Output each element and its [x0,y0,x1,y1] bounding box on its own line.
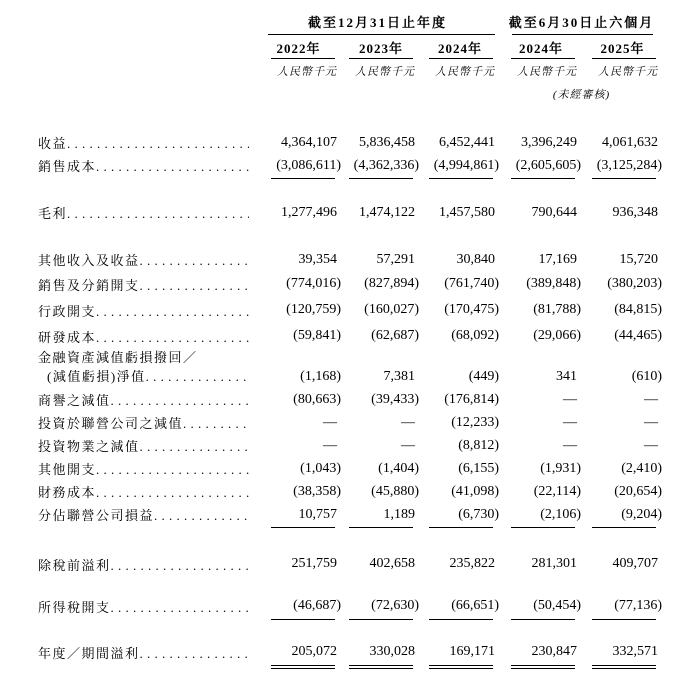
value-cell: (176,814) [444,391,500,407]
value-cell [582,411,663,434]
table-row [36,411,663,434]
nil-dash: — [323,414,337,430]
value-cell: (59,841) [293,328,341,343]
row-label [36,248,255,271]
value-cell: (1,043) [300,460,341,476]
group-underline [512,34,653,35]
row-label [36,411,255,434]
underline-row [36,526,663,534]
value-cell: (6,155) [458,460,500,476]
dot-leader [140,278,249,294]
subtotal-rule [592,619,656,620]
value-cell: 205,072 [291,644,337,659]
row-label-text: 銷售及分銷開支 [38,277,140,293]
value-cell: 341 [556,369,578,384]
value-cell: (45,880) [371,483,419,499]
value-cell: 332,571 [612,644,659,659]
table-row [36,323,663,349]
row-label-text: 投資於聯營公司之減值 [38,416,184,431]
value-cell: 39,354 [298,251,337,267]
subtotal-rule [511,619,575,620]
currency-unit-row [36,59,663,83]
value-cell: (160,027) [364,302,419,317]
value-cell: 1,189 [383,506,415,522]
value-cell: (77,136) [614,598,663,613]
value-cell: (20,654) [614,483,663,499]
value-cell: (6,730) [458,506,500,522]
value-cell [500,434,582,457]
value-cell [342,434,420,457]
dot-leader [111,600,249,616]
value-cell: (29,066) [533,328,582,343]
value-cell: 4,364,107 [281,134,337,150]
value-cell: (380,203) [607,276,663,291]
currency-unit: 人民幣千元 [435,66,496,78]
row-label [36,640,255,664]
row-label-text: 除稅前溢利 [38,557,111,573]
value-cell: 402,658 [369,556,415,571]
section-gap [36,576,663,594]
row-label [36,480,255,503]
row-label-text: (減值虧損)淨值 [47,369,146,384]
year-header-row [36,36,663,59]
value-cell: (9,204) [621,506,663,522]
subtotal-rule [429,178,493,179]
value-cell: (38,358) [293,483,341,499]
row-label [36,388,255,411]
value-cell: (4,362,336) [353,157,419,173]
total-double-rule [511,665,575,669]
table-row [36,457,663,480]
value-cell [342,411,420,434]
value-cell: (50,454) [533,598,582,613]
currency-unit: 人民幣千元 [277,66,337,78]
table-row [36,552,663,576]
row-label-text: 分佔聯營公司損益 [38,508,155,523]
currency-unit: 人民幣千元 [355,66,415,78]
currency-unit: 人民幣千元 [598,66,659,78]
table-row [36,201,663,224]
value-cell: (39,433) [371,391,419,407]
period-group-annual-cell [255,12,500,36]
row-label-text: 年度／期間溢利 [38,645,140,661]
value-cell: 15,720 [619,251,659,267]
value-cell: (80,663) [293,391,341,407]
nil-dash: — [563,437,578,453]
dot-leader [96,159,249,175]
value-cell: (72,630) [371,598,419,613]
unaudited-note: (未經審核) [552,89,611,101]
dot-leader [140,253,249,269]
subtotal-rule [592,178,656,179]
row-label-text: 研發成本 [38,329,97,345]
row-label-text: 行政開支 [38,303,97,319]
row-label [36,297,255,323]
row-label-text: 商譽之減值 [38,393,111,408]
section-gap [36,224,663,248]
dot-leader [96,485,249,501]
underline-row [36,618,663,626]
value-cell: (66,651) [451,598,500,613]
value-cell: 1,277,496 [281,204,337,220]
subtotal-rule [349,527,413,528]
value-cell: (3,086,611) [276,157,341,173]
value-cell: (170,475) [444,302,500,317]
value-cell: 281,301 [531,556,578,571]
value-cell: (46,687) [293,598,341,613]
dot-leader [67,206,249,222]
section-gap [36,103,663,131]
income-statement-table [36,12,663,672]
subtotal-rule [271,619,335,620]
table-row [36,434,663,457]
dot-leader [96,330,249,346]
value-cell: (774,016) [286,276,341,291]
dot-leader [67,136,249,152]
value-cell [582,388,663,411]
group-underline [268,34,495,35]
row-label-line1: 金融資產減值虧損撥回／ [38,350,198,365]
table-row [36,480,663,503]
value-cell [582,434,663,457]
table-row [36,248,663,271]
value-cell: 235,822 [449,556,496,571]
subtotal-rule [511,527,575,528]
subtotal-rule [349,619,413,620]
nil-dash: — [563,391,578,407]
value-cell: 330,028 [369,644,415,659]
value-cell: 790,644 [531,204,578,220]
row-label [36,457,255,480]
year-column-header: 2024年 [500,36,582,59]
value-cell: (2,410) [621,460,663,476]
period-group-annual-title: 截至12月31日止年度 [308,15,448,30]
value-cell: 17,169 [538,251,578,267]
value-cell: (22,114) [533,483,582,499]
dot-leader [111,393,249,409]
section-gap [36,534,663,552]
value-cell: 251,759 [291,556,337,571]
label-column-header [36,12,255,36]
nil-dash: — [644,391,659,407]
value-cell: 6,452,441 [439,134,496,150]
row-label [36,154,255,177]
dot-leader [154,508,249,524]
currency-unit: 人民幣千元 [517,66,578,78]
underline-row [36,664,663,672]
dot-leader [140,439,249,455]
year-column-header: 2024年 [420,36,500,59]
section-gap [36,185,663,201]
row-label [36,594,255,618]
total-double-rule [349,665,413,669]
subtotal-rule [271,527,335,528]
year-column-header: 2023年 [342,36,420,59]
value-cell: (81,788) [533,302,582,317]
subtotal-rule [271,178,335,179]
value-cell: 30,840 [456,251,496,267]
dot-leader [96,304,249,320]
row-label-text: 銷售成本 [38,159,97,174]
row-label [36,434,255,457]
row-label-text: 毛利 [38,206,68,221]
group-header-row [36,12,663,36]
nil-dash: — [401,437,415,453]
subtotal-rule [429,527,493,528]
total-double-rule [271,665,335,669]
value-cell [500,388,582,411]
dot-leader [111,558,249,574]
dot-leader [146,369,249,385]
subtotal-rule [349,178,413,179]
row-label [36,271,255,297]
table-row [36,297,663,323]
row-label-text: 收益 [38,136,68,151]
row-label-text: 投資物業之減值 [38,439,140,454]
period-group-interim-title: 截至6月30日止六個月 [508,15,655,30]
value-cell: 57,291 [376,251,415,267]
subtotal-rule [429,619,493,620]
table-row [36,503,663,526]
financial-statements-page [0,12,700,692]
value-cell: (389,848) [526,276,582,291]
value-cell: (12,233) [451,414,500,430]
value-cell: (610) [631,369,663,384]
value-cell: 3,396,249 [521,134,578,150]
dot-leader [96,462,249,478]
table-row [36,271,663,297]
nil-dash: — [644,414,659,430]
value-cell: (2,605,605) [515,157,582,173]
table-row [36,594,663,618]
value-cell: (44,465) [614,328,663,343]
table-row [36,640,663,664]
value-cell: (41,098) [451,483,500,499]
row-label [36,201,255,224]
value-cell: 1,457,580 [439,204,496,220]
value-cell: (8,812) [458,437,500,453]
nil-dash: — [563,414,578,430]
value-cell: (827,894) [364,276,419,291]
value-cell: (2,106) [540,506,582,522]
table-row [36,154,663,177]
dot-leader [183,416,249,432]
value-cell: 10,757 [298,506,337,522]
value-cell: (84,815) [614,302,663,317]
row-label [36,349,255,388]
value-cell: 169,171 [449,644,496,659]
year-column-header: 2022年 [255,36,342,59]
value-cell: 5,836,458 [359,134,415,150]
value-cell: (1,931) [540,460,582,476]
row-label-text: 財務成本 [38,485,97,500]
dot-leader [140,646,249,662]
value-cell: 4,061,632 [602,134,659,150]
value-cell: (68,092) [451,328,500,343]
nil-dash: — [644,437,659,453]
value-cell [255,411,342,434]
underline-row [36,177,663,185]
value-cell: 1,474,122 [359,204,415,220]
row-label [36,323,255,349]
row-label [36,552,255,576]
row-label [36,131,255,154]
value-cell: (120,759) [286,302,341,317]
value-cell: (761,740) [444,276,500,291]
value-cell: (449) [468,369,500,384]
value-cell: (3,125,284) [596,157,663,173]
subtotal-rule [511,178,575,179]
row-label-text: 其他開支 [38,462,97,477]
subtotal-rule [592,527,656,528]
value-cell: (62,687) [371,328,419,343]
table-row [36,131,663,154]
value-cell: 936,348 [612,204,659,220]
unaudited-note-row [36,83,663,103]
value-cell [500,411,582,434]
table-row [36,349,663,388]
value-cell [255,434,342,457]
row-label [36,503,255,526]
value-cell: 7,381 [383,369,415,384]
nil-dash: — [323,437,337,453]
year-column-header: 2025年 [582,36,663,59]
value-cell: 230,847 [531,644,578,659]
table-row [36,388,663,411]
row-label-text: 其他收入及收益 [38,253,140,268]
value-cell: 409,707 [612,556,659,571]
value-cell: (1,168) [300,369,341,384]
total-double-rule [592,665,656,669]
value-cell: (4,994,861) [433,157,500,173]
period-group-interim-cell [500,12,663,36]
section-gap [36,626,663,640]
row-label-text: 所得稅開支 [38,599,111,615]
value-cell: (1,404) [378,460,419,476]
total-double-rule [429,665,493,669]
nil-dash: — [401,414,415,430]
